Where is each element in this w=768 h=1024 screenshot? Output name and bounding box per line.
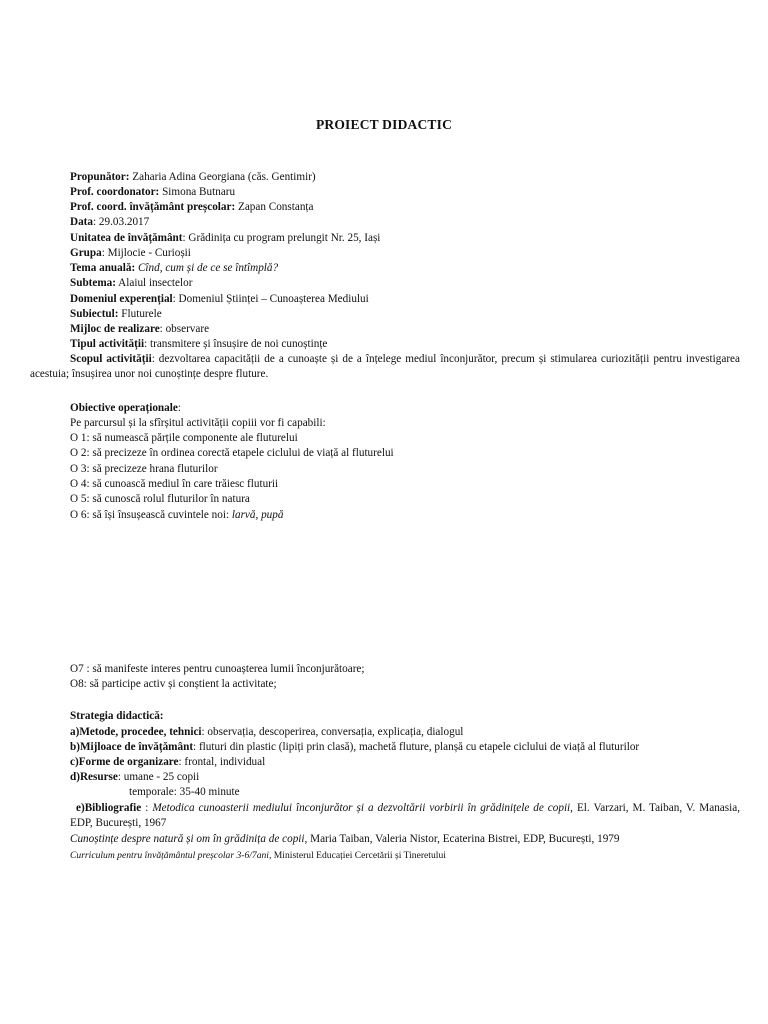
label: Scopul activității <box>70 353 152 365</box>
label: e)Bibliografie <box>76 802 142 814</box>
bibliography-entry-1 <box>70 801 740 831</box>
line-unitatea <box>70 231 380 246</box>
value: : transmitere și însușire de noi cunoștințe <box>144 338 328 350</box>
line-mijloc <box>70 322 209 337</box>
bib-title: Metodica cunoasterii mediului înconjurător și a dezvoltării vorbirii în grădinițele de copii <box>152 802 571 814</box>
objective-item: O8: să participe activ și conștient la activitate; <box>70 678 277 690</box>
value: Cînd, cum și de ce se întîmplă? <box>135 262 279 274</box>
line-grupa <box>70 246 191 261</box>
objective-item: O 4: să cunoască mediul în care trăiesc fluturii <box>70 478 279 490</box>
objective-item: O 5: să cunoscă rolul fluturilor în natura <box>70 493 250 505</box>
label: Unitatea de învățământ <box>70 232 183 244</box>
label: Tema anuală: <box>70 262 136 274</box>
bib-title: Cunoștințe despre natură și om în grădinița de copii, <box>70 833 308 845</box>
value: : fluturi din plastic (lipiți prin clasă), machetă fluture, planșă cu etapele ciclului de viață al fluturilor <box>193 741 640 753</box>
label: a)Metode, procedee, tehnici <box>70 726 202 738</box>
value: : Mijlocie - Curioșii <box>101 247 191 259</box>
strategy-b <box>70 740 639 755</box>
line-propunator <box>70 170 316 185</box>
label: c)Forme de organizare <box>70 756 179 768</box>
strategy-d-temporal: temporale: 35-40 minute <box>129 786 240 798</box>
value: : observația, descoperirea, conversația, explicația, dialogul <box>201 726 464 738</box>
strategy-heading: Strategia didactică: <box>70 710 164 722</box>
label: Grupa <box>70 247 102 259</box>
bib-rest: , El. Varzari, M. Taiban, V. Manasia, EDP, București, 1967 <box>70 802 740 829</box>
page-title: PROIECT DIDACTIC <box>315 117 453 132</box>
line-subiectul <box>70 307 162 322</box>
line-prof-coord-invatamant <box>70 200 314 215</box>
o6-prefix: O 6: să își însușească cuvintele noi: <box>70 509 232 521</box>
line-domeniul <box>70 292 369 307</box>
strategy-a <box>70 725 463 740</box>
line-subtema <box>70 276 192 291</box>
label: Domeniul experențial <box>70 293 173 305</box>
objective-item: O 2: să precizeze în ordinea corectă etapele ciclului de viață al fluturelui <box>70 447 394 459</box>
o6-italic: larvă, pupă <box>231 509 284 521</box>
label: Subiectul: <box>70 308 119 320</box>
label: Tipul activității <box>70 338 145 350</box>
objective-item: O 1: să numească părțile componente ale fluturelui <box>70 432 298 444</box>
objective-item-o6 <box>70 508 283 523</box>
value: Zapan Constanța <box>235 201 314 213</box>
separator: : <box>141 802 153 814</box>
value: Simona Butnaru <box>159 186 236 198</box>
line-tema <box>70 261 278 276</box>
value: : Grădinița cu program prelungit Nr. 25, Iași <box>182 232 381 244</box>
label: d)Resurse <box>70 771 118 783</box>
strategy-d <box>70 770 199 785</box>
value: : Domeniul Științei – Cunoașterea Mediului <box>172 293 369 305</box>
line-tipul <box>70 337 327 352</box>
value: : frontal, individual <box>178 756 266 768</box>
bib-rest: , Ministerul Educației Cercetării și Tineretului <box>268 850 446 861</box>
bib-rest: Maria Taiban, Valeria Nistor, Ecaterina Bistrei, EDP, București, 1979 <box>307 833 620 845</box>
label: Prof. coord. învățământ preșcolar: <box>70 201 236 213</box>
objectives-intro: Pe parcursul și la sfîrșitul activității copiii vor fi capabili: <box>70 417 326 429</box>
objective-item: O 3: să precizeze hrana fluturilor <box>70 463 218 475</box>
value: Fluturele <box>118 308 162 320</box>
value: : dezvoltarea capacității de a cunoaște și de a înțelege mediul înconjurător, precum și stimularea curiozității pentru investigarea acestuia; însușirea unor noi cunoștințe despre fluture. <box>30 353 740 380</box>
paragraph-scopul <box>30 352 740 382</box>
label: b)Mijloace de învățământ <box>70 741 194 753</box>
objective-item: O7 : să manifeste interes pentru cunoașterea lumii înconjurătoare; <box>70 663 365 675</box>
line-data <box>70 215 149 230</box>
value: : umane - 25 copii <box>117 771 200 783</box>
value: : 29.03.2017 <box>93 216 150 228</box>
label: Mijloc de realizare <box>70 323 160 335</box>
value: Alaiul insectelor <box>116 277 193 289</box>
line-prof-coordonator <box>70 185 235 200</box>
objectives-heading <box>70 401 181 416</box>
bibliography-entry-2 <box>70 832 619 847</box>
heading-text: Obiective operaționale <box>70 402 178 414</box>
strategy-c <box>70 755 265 770</box>
label: Prof. coordonator: <box>70 186 160 198</box>
heading-suffix: : <box>177 402 181 414</box>
label: Data <box>70 216 93 228</box>
label: Subtema: <box>70 277 116 289</box>
value: : observare <box>159 323 210 335</box>
value: Zaharia Adina Georgiana (căs. Gentimir) <box>129 171 316 183</box>
label: Propunător: <box>70 171 130 183</box>
bib-title: Curriculum pentru învățământul preșcolar 3-6/7ani <box>70 850 269 861</box>
bibliography-entry-3 <box>70 848 446 863</box>
